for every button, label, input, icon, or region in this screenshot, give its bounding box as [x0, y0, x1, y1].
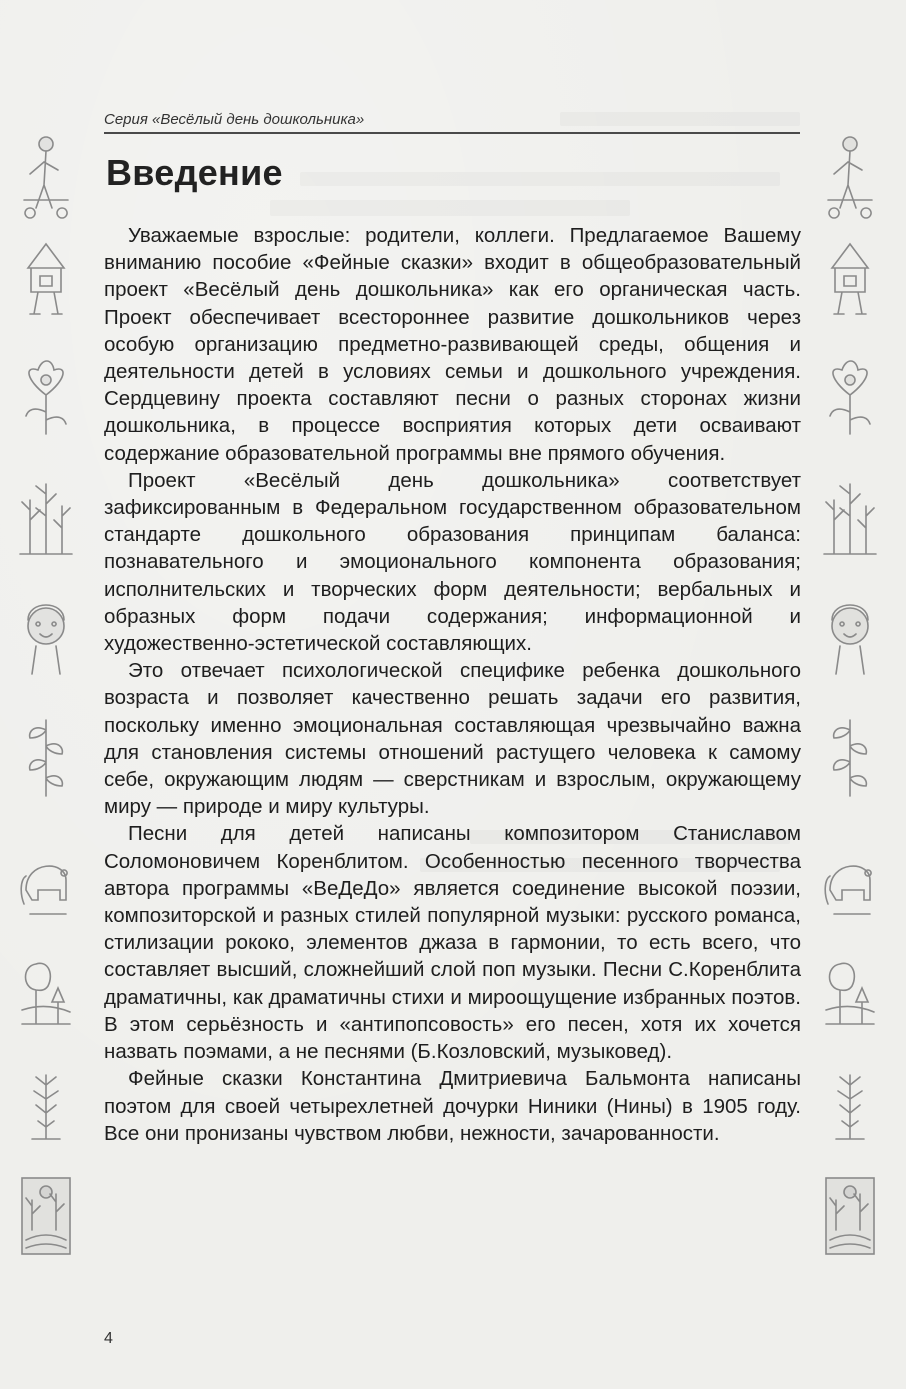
hut-on-chicken-legs-icon [16, 230, 76, 320]
vignette-stroke [20, 484, 72, 554]
tree-landscape-icon [16, 940, 76, 1030]
body-text [104, 222, 801, 1147]
flower-fairy-icon [820, 350, 880, 440]
vignette-stroke [826, 963, 874, 1024]
vignette-stroke [41, 375, 51, 385]
flower-fairy-icon [16, 350, 76, 440]
page-title: Введение [106, 152, 283, 193]
vignette-stroke [32, 1075, 60, 1139]
vignette-stroke [843, 137, 857, 151]
girl-face-icon [16, 590, 76, 680]
paragraph: Уважаемые взрослые: родители, коллеги. Предлагаемое Вашему вниманию пособие «Фейные сказки» входит в общеобразовательный проект «Весёлый день дошкольника» как его органическая часть. Проект обеспечивает всестороннее развитие дошкольников через особую организацию предметно-развивающей среды, общения и деятельности детей в условиях семьи и дошкольного учреждения. Сердцевину проекта составляют песни о разных сторонах жизни дошкольника, в процессе восприятия которых дети осваивают содержание образовательной программы вне прямого обучения. [104, 224, 801, 465]
grass-sprigs-icon [820, 1055, 880, 1145]
vignette-stroke [22, 963, 70, 1024]
vignette-stroke [832, 244, 868, 314]
flower-fairy-icon [820, 350, 880, 440]
vignette-stroke [836, 1075, 864, 1139]
pond-scene-icon [16, 1170, 76, 1260]
elephant-icon [16, 830, 76, 920]
pond-scene-icon [16, 1170, 76, 1260]
old-man-with-cart-icon [820, 130, 880, 220]
vignette-stroke [28, 608, 64, 644]
vignette-stroke [844, 1186, 856, 1198]
pond-scene-icon [820, 1170, 880, 1260]
vignette-stroke [24, 151, 68, 218]
pond-scene-icon [820, 1170, 880, 1260]
tree-landscape-icon [820, 940, 880, 1030]
leafy-branch-icon [16, 710, 76, 800]
right-decorative-border [820, 130, 880, 1280]
elephant-icon [16, 830, 76, 920]
girl-face-icon [16, 590, 76, 680]
vignette-stroke [824, 484, 876, 554]
paragraph: Проект «Весёлый день дошкольника» соответствует зафиксированным в Федеральном государственном образовательном стандарте дошкольного образования принципам баланса: познавательного и эмоционального компонента образования; исполнительских и творческих форм деятельности; вербальных и образных форм подачи содержания; информационной и художественно-эстетической составляющих. [104, 468, 801, 656]
tree-landscape-icon [16, 940, 76, 1030]
forest-plants-icon [820, 470, 880, 560]
vignette-stroke [830, 361, 870, 434]
forest-plants-icon [16, 470, 76, 560]
old-man-with-cart-icon [16, 130, 76, 220]
vignette-stroke [845, 375, 855, 385]
running-header [104, 110, 800, 134]
hut-on-chicken-legs-icon [16, 230, 76, 320]
paragraph: Песни для детей написаны композитором Станиславом Соломоновичем Коренблитом. Особенностью песенного творчества автора программы «ВеДеДо» является соединение высокой поэзии, композиторской и разных стилей популярной музыки: русского романса, стилизации рококо, элементов джаза в гармонии, то есть всего, что составляет высший, сложнейший слой поп музыки. Песни С.Коренблита драматичны, как драматичны стихи и мироощущение избранных поэтов. В этом серьёзность и «антипопсовость» его песен, хотя их хочется назвать поэмами, а не песнями (Б.Козловский, музыковед). [104, 822, 801, 1064]
vignette-stroke [28, 244, 64, 314]
hut-on-chicken-legs-icon [820, 230, 880, 320]
grass-sprigs-icon [820, 1055, 880, 1145]
left-decorative-border [16, 130, 76, 1280]
girl-face-icon [820, 590, 880, 680]
flower-fairy-icon [16, 350, 76, 440]
forest-plants-icon [820, 470, 880, 560]
vignette-stroke [39, 137, 53, 151]
vignette-stroke [40, 1186, 52, 1198]
elephant-icon [820, 830, 880, 920]
page-number: 4 [104, 1330, 113, 1347]
tree-landscape-icon [820, 940, 880, 1030]
paragraph: Это отвечает психологической специфике ребенка дошкольного возраста и позволяет качественно решать задачи его развития, поскольку именно эмоциональная составляющая чрезвычайно важна для становления системы отношений растущего человека к самому себе, окружающим людям — сверстникам и взрослым, окружающему миру — природе и миру культуры. [104, 659, 801, 819]
old-man-with-cart-icon [820, 130, 880, 220]
vignette-stroke [26, 361, 66, 434]
grass-sprigs-icon [16, 1055, 76, 1145]
vignette-stroke [30, 720, 63, 796]
old-man-with-cart-icon [16, 130, 76, 220]
forest-plants-icon [16, 470, 76, 560]
vignette-stroke [834, 720, 867, 796]
grass-sprigs-icon [16, 1055, 76, 1145]
vignette-stroke [832, 608, 868, 644]
series-title: Серия «Весёлый день дошкольника» [104, 111, 365, 128]
vignette-stroke [825, 866, 871, 914]
girl-face-icon [820, 590, 880, 680]
vignette-stroke [21, 866, 67, 914]
leafy-branch-icon [820, 710, 880, 800]
hut-on-chicken-legs-icon [820, 230, 880, 320]
paragraph: Фейные сказки Константина Дмитриевича Бальмонта написаны поэтом для своей четырехлетней дочурки Ниники (Нины) в 1905 году. Все они пронизаны чувством любви, нежности, зачарованности. [104, 1067, 801, 1145]
vignette-stroke [828, 151, 872, 218]
leafy-branch-icon [820, 710, 880, 800]
leafy-branch-icon [16, 710, 76, 800]
elephant-icon [820, 830, 880, 920]
